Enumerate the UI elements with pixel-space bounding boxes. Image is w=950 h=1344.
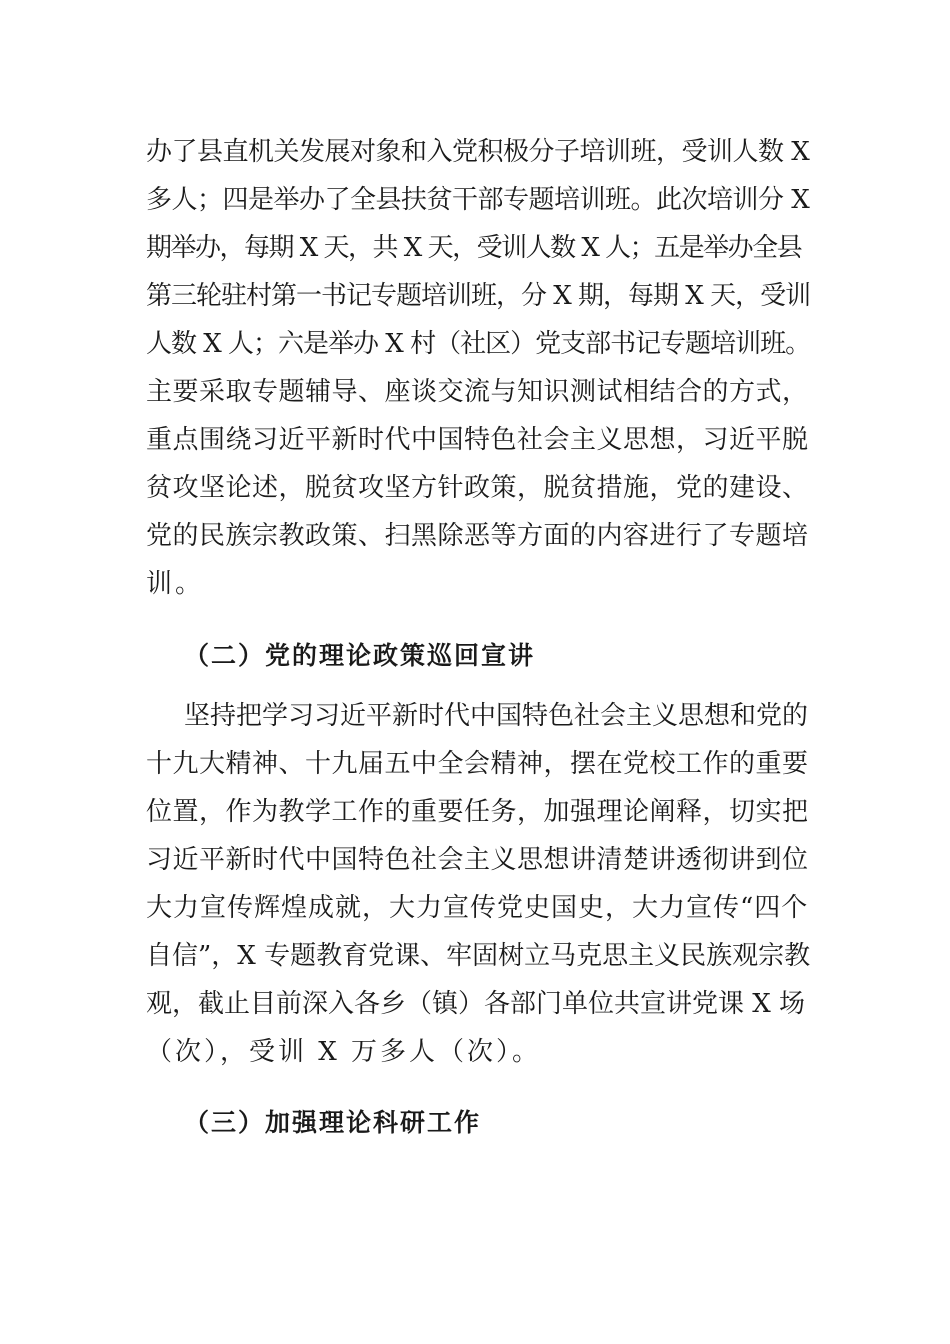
paragraph-2-line-2: 十九大精神、十九届五中全会精神，摆在党校工作的重要 — [146, 749, 809, 779]
paragraph-1-line-4: 第三轮驻村第一书记专题培训班，分 X 期，每期 X 天，受训 — [146, 281, 811, 311]
paragraph-1-line-8: 贫攻坚论述，脱贫攻坚方针政策，脱贫措施，党的建设、 — [146, 473, 809, 503]
paragraph-1-line-1: 办了县直机关发展对象和入党积极分子培训班，受训人数 X — [146, 137, 810, 167]
paragraph-1-line-6: 主要采取专题辅导、座谈交流与知识测试相结合的方式， — [146, 377, 809, 407]
paragraph-1-line-2: 多人；四是举办了全县扶贫干部专题培训班。此次培训分 X — [146, 185, 810, 215]
section-heading-2: （二）党的理论政策巡回宣讲 — [184, 641, 536, 670]
paragraph-2-line-4: 习近平新时代中国特色社会主义思想讲清楚讲透彻讲到位 — [146, 845, 809, 875]
paragraph-1-line-10: 训。 — [146, 569, 205, 599]
paragraph-2-line-5: 大力宣传辉煌成就，大力宣传党史国史，大力宣传“四个 — [146, 893, 809, 923]
paragraph-1-line-3: 期举办，每期 X 天，共 X 天，受训人数 X 人；五是举办全县 — [146, 233, 802, 263]
paragraph-2-line-7: 观，截止目前深入各乡（镇）各部门单位共宣讲党课 X 场 — [146, 989, 806, 1019]
paragraph-2-line-6: 自信”，X 专题教育党课、牢固树立马克思主义民族观宗教 — [146, 941, 811, 971]
paragraph-1-line-5: 人数 X 人；六是举办 X 村（社区）党支部书记专题培训班。 — [146, 329, 811, 359]
paragraph-2-line-1: 坚持把学习习近平新时代中国特色社会主义思想和党的 — [184, 701, 809, 731]
section-heading-3: （三）加强理论科研工作 — [184, 1108, 482, 1137]
paragraph-2-line-3: 位置，作为教学工作的重要任务，加强理论阐释，切实把 — [146, 797, 809, 827]
paragraph-1-line-7: 重点围绕习近平新时代中国特色社会主义思想，习近平脱 — [146, 425, 809, 455]
paragraph-2-line-8: （次），受训 X 万多人（次）。 — [146, 1037, 542, 1067]
paragraph-1-line-9: 党的民族宗教政策、扫黑除恶等方面的内容进行了专题培 — [146, 521, 809, 551]
